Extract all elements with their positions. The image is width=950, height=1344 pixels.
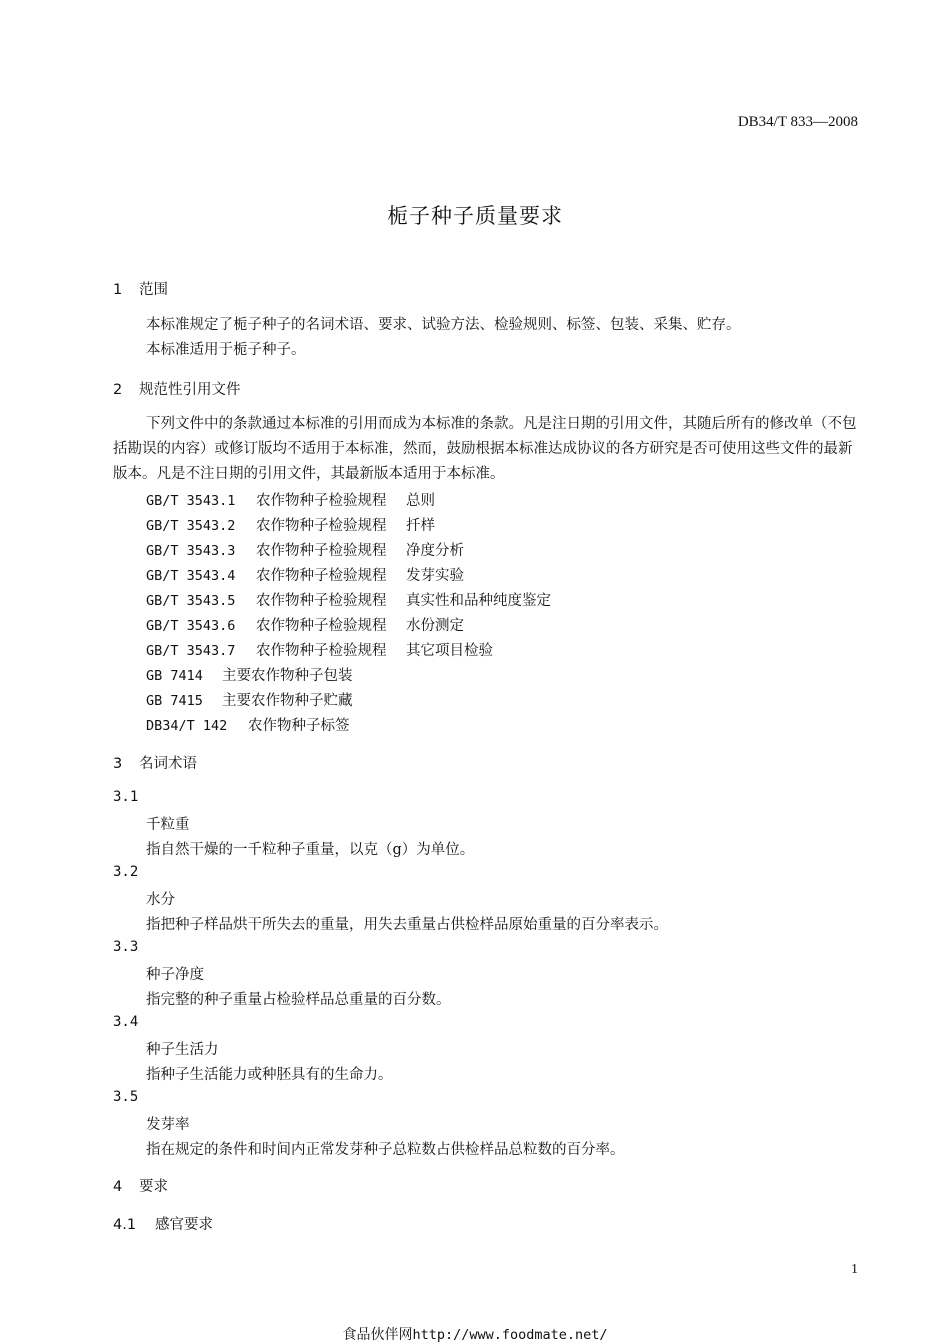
reference-title: 农作物种子检验规程 — [256, 568, 387, 584]
section-1-paragraph-1: 本标准规定了栀子种子的名词术语、要求、试验方法、检验规则、标签、包装、采集、贮存。 — [146, 317, 741, 333]
section-4-heading — [113, 1175, 168, 1196]
reference-title: 农作物种子检验规程 — [256, 493, 387, 509]
reference-part: 净度分析 — [406, 543, 464, 559]
section-1-paragraph-2: 本标准适用于栀子种子。 — [146, 342, 306, 358]
reference-item — [146, 489, 435, 510]
section-2-intro: 下列文件中的条款通过本标准的引用而成为本标准的条款。凡是注日期的引用文件，其随后所有的修改单（不包括勘误的内容）或修订版均不适用于本标准，然而，鼓励根据本标准达成协议的各方研究是否可使用这些文件的最新版本。凡是不注日期的引用文件，其最新版本适用于本标准。 — [113, 416, 857, 482]
document-title: 栀子种子质量要求 — [387, 204, 563, 228]
section-4-1-heading — [113, 1213, 213, 1234]
reference-item — [146, 539, 464, 560]
term-name: 水分 — [146, 892, 175, 908]
section-title: 名词术语 — [139, 756, 197, 772]
reference-code: GB/T 3543.4 — [146, 568, 236, 584]
reference-part: 发芽实验 — [406, 568, 464, 584]
reference-code: GB/T 3543.2 — [146, 518, 236, 534]
reference-item — [146, 664, 353, 685]
clause-number: 3.2 — [113, 864, 139, 880]
reference-code: GB/T 3543.6 — [146, 618, 236, 634]
reference-title: 农作物种子检验规程 — [256, 543, 387, 559]
section-2-heading — [113, 378, 241, 399]
reference-item — [146, 714, 350, 735]
reference-code: GB 7414 — [146, 668, 203, 684]
term-name: 发芽率 — [146, 1117, 190, 1133]
section-number: 4.1 — [113, 1217, 137, 1233]
standard-code: DB34/T 833—2008 — [737, 114, 858, 130]
section-3-heading — [113, 752, 197, 773]
term-name: 种子生活力 — [146, 1042, 219, 1058]
footer — [0, 1324, 950, 1344]
clause-number: 3.3 — [113, 939, 139, 955]
reference-title: 主要农作物种子包装 — [222, 668, 353, 684]
reference-item — [146, 589, 551, 610]
term-name: 千粒重 — [146, 817, 190, 833]
reference-item — [146, 614, 464, 635]
reference-code: GB/T 3543.5 — [146, 593, 236, 609]
reference-item — [146, 514, 435, 535]
footer-site-name: 食品伙伴网 — [342, 1327, 413, 1343]
reference-item — [146, 689, 353, 710]
term-definition: 指完整的种子重量占检验样品总重量的百分数。 — [146, 992, 451, 1008]
section-title: 规范性引用文件 — [139, 382, 241, 398]
section-number: 3 — [113, 756, 123, 772]
reference-code: GB/T 3543.7 — [146, 643, 236, 659]
section-title: 感官要求 — [155, 1217, 213, 1233]
reference-title: 农作物种子检验规程 — [256, 643, 387, 659]
reference-part: 真实性和品种纯度鉴定 — [406, 593, 551, 609]
footer-url[interactable]: http://www.foodmate.net/ — [412, 1327, 608, 1343]
section-number: 1 — [113, 282, 123, 298]
term-definition: 指把种子样品烘干所失去的重量，用失去重量占供检样品原始重量的百分率表示。 — [146, 917, 668, 933]
reference-title: 主要农作物种子贮藏 — [222, 693, 353, 709]
reference-part: 总则 — [406, 493, 435, 509]
reference-title: 农作物种子标签 — [248, 718, 350, 734]
reference-part: 水份测定 — [406, 618, 464, 634]
clause-number: 3.5 — [113, 1089, 139, 1105]
reference-title: 农作物种子检验规程 — [256, 593, 387, 609]
reference-part: 扦样 — [406, 518, 435, 534]
reference-item — [146, 639, 493, 660]
reference-title: 农作物种子检验规程 — [256, 518, 387, 534]
section-number: 4 — [113, 1179, 123, 1195]
section-1-heading — [113, 278, 168, 299]
reference-code: GB/T 3543.3 — [146, 543, 236, 559]
page-number: 1 — [851, 1262, 858, 1277]
section-number: 2 — [113, 382, 123, 398]
section-title: 要求 — [139, 1179, 168, 1195]
clause-number: 3.1 — [113, 789, 139, 805]
reference-code: GB 7415 — [146, 693, 203, 709]
reference-part: 其它项目检验 — [406, 643, 493, 659]
reference-item — [146, 564, 464, 585]
reference-code: DB34/T 142 — [146, 718, 228, 734]
clause-number: 3.4 — [113, 1014, 139, 1030]
term-name: 种子净度 — [146, 967, 204, 983]
reference-code: GB/T 3543.1 — [146, 493, 236, 509]
term-definition: 指自然干燥的一千粒种子重量，以克（g）为单位。 — [146, 842, 475, 858]
section-title: 范围 — [139, 282, 168, 298]
term-definition: 指在规定的条件和时间内正常发芽种子总粒数占供检样品总粒数的百分率。 — [146, 1142, 625, 1158]
term-definition: 指种子生活能力或种胚具有的生命力。 — [146, 1067, 393, 1083]
reference-title: 农作物种子检验规程 — [256, 618, 387, 634]
